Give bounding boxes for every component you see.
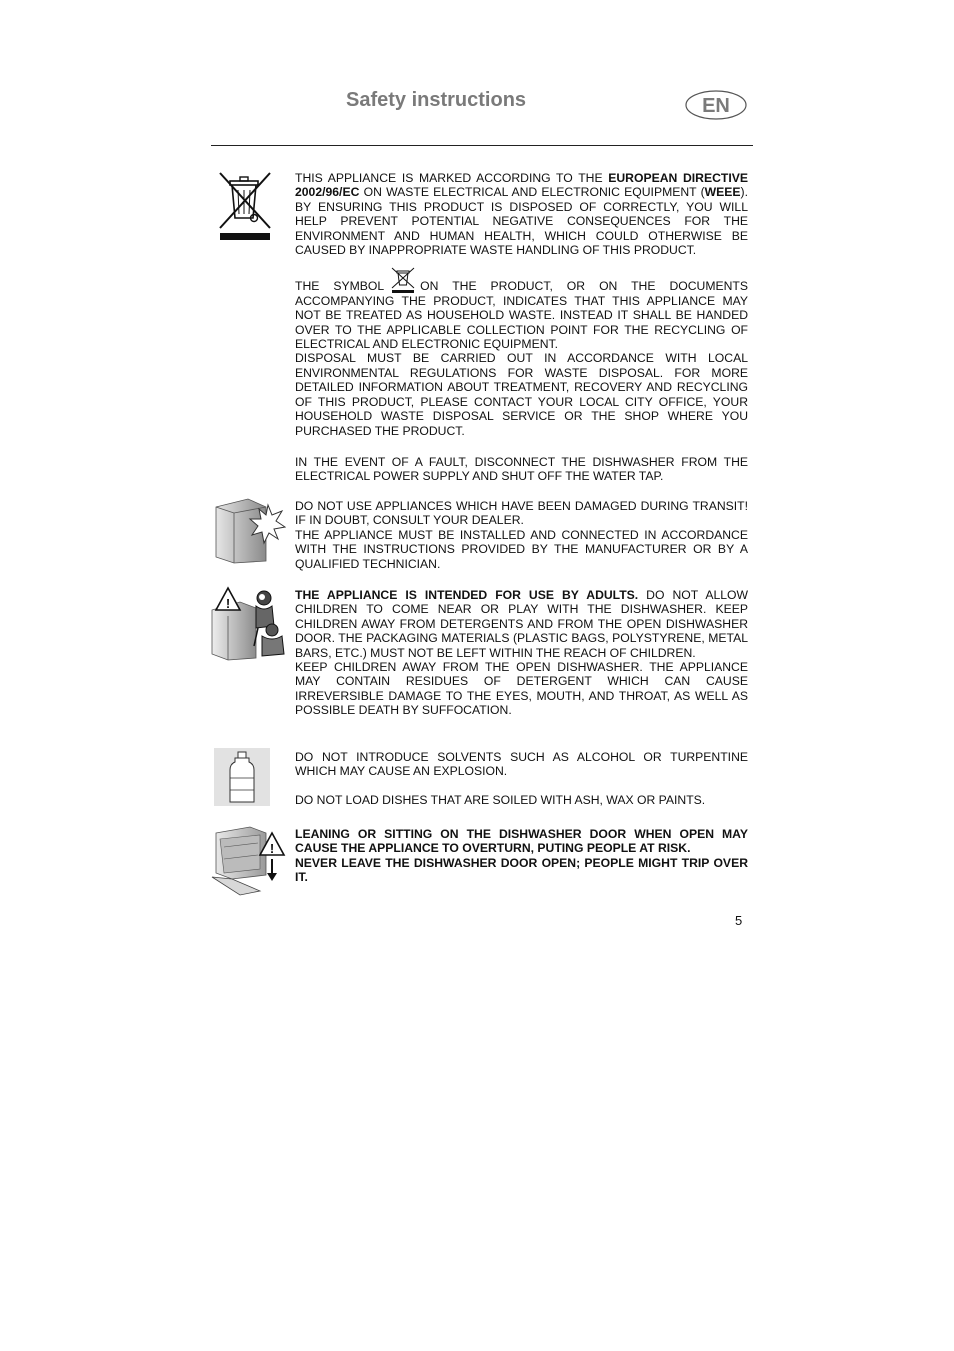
weee-acronym: WEEE bbox=[704, 185, 741, 200]
damaged-appliance-icon bbox=[212, 497, 286, 565]
adults-notice: THE APPLIANCE IS INTENDED FOR USE BY ADULTS. bbox=[295, 588, 639, 602]
door-paragraph-2: NEVER LEAVE THE DISHWASHER DOOR OPEN; PEOPLE MIGHT TRIP OVER IT. bbox=[295, 855, 748, 885]
text: ON WASTE ELECTRICAL AND ELECTRONIC EQUIPMENT ( bbox=[359, 185, 705, 200]
open-door-warning-icon bbox=[210, 825, 286, 897]
text: THE SYMBOL bbox=[295, 279, 385, 294]
weee-paragraph-1 bbox=[295, 171, 748, 257]
text: THIS APPLIANCE IS MARKED ACCORDING TO THE bbox=[295, 171, 609, 185]
solvents-section bbox=[295, 750, 748, 807]
children-paragraph-2: KEEP CHILDREN AWAY FROM THE OPEN DISHWASHER. THE APPLIANCE MAY CONTAIN RESIDUES OF DETERGENT WHICH CAN CAUSE IRREVERSIBLE DAMAGE TO THE EYES, MOUTH, AND THROAT, AS WELL AS POSSIBLE DEATH BY SUFFOCATION. bbox=[295, 660, 748, 718]
children-section bbox=[295, 588, 748, 718]
directive-reference: EUROPEAN DIRECTIVE 2002/96/EC bbox=[295, 171, 748, 200]
text: ). BY ENSURING THIS PRODUCT IS DISPOSED OF CORRECTLY, YOU WILL HELP PREVENT POTENTIAL NEGATIVE CONSEQUENCES FOR THE ENVIRONMENT AND HUMAN HEALTH, WHICH COULD OTHERWISE BE CAUSED BY INAPPROPRIATE WASTE HANDLING OF THIS PRODUCT. bbox=[295, 185, 748, 258]
weee-paragraph-2 bbox=[295, 267, 748, 351]
children-paragraph-1 bbox=[295, 588, 748, 660]
svg-text:!: ! bbox=[269, 841, 275, 856]
page-number: 5 bbox=[735, 913, 743, 928]
transit-section bbox=[295, 499, 748, 571]
svg-text:!: ! bbox=[225, 596, 231, 611]
fault-paragraph: IN THE EVENT OF A FAULT, DISCONNECT THE DISHWASHER FROM THE ELECTRICAL POWER SUPPLY AND SHUT OFF THE WATER TAP. bbox=[295, 454, 748, 484]
language-code: EN bbox=[702, 95, 730, 117]
page-title: Safety instructions bbox=[346, 89, 527, 111]
language-badge bbox=[685, 90, 747, 120]
children-warning-icon bbox=[210, 586, 286, 662]
transit-paragraph-2: THE APPLIANCE MUST BE INSTALLED AND CONNECTED IN ACCORDANCE WITH THE INSTRUCTIONS PROVIDED BY THE MANUFACTURER OR BY A QUALIFIED TECHNICIAN. bbox=[295, 527, 748, 571]
weee-paragraph-3: DISPOSAL MUST BE CARRIED OUT IN ACCORDANCE WITH LOCAL ENVIRONMENTAL REGULATIONS FOR WASTE DISPOSAL. FOR MORE DETAILED INFORMATION ABOUT TREATMENT, RECOVERY AND RECYCLING OF THIS PRODUCT, PLEASE CONTACT YOUR LOCAL CITY OFFICE, YOUR HOUSEHOLD WASTE DISPOSAL SERVICE OR THE SHOP WHERE YOU PURCHASED THE PRODUCT. bbox=[295, 351, 748, 438]
crossed-bin-icon bbox=[216, 170, 274, 242]
small-crossed-bin-icon bbox=[390, 267, 416, 293]
text: DO NOT ALLOW CHILDREN TO COME NEAR OR PLAY WITH THE DISHWASHER. KEEP CHILDREN AWAY FROM DETERGENTS AND FROM THE OPEN DISHWASHER DOOR. THE PACKAGING MATERIALS (PLASTIC BAGS, POLYSTYRENE, METAL BARS, ETC.) MUST NOT BE LEFT WITHIN THE REACH OF CHILDREN. bbox=[295, 588, 748, 660]
text: ON THE PRODUCT, OR ON THE DOCUMENTS ACCOMPANYING THE PRODUCT, INDICATES THAT THIS APPLIANCE MAY NOT BE TREATED AS HOUSEHOLD WASTE. INSTEAD IT SHALL BE HANDED OVER TO THE APPLICABLE COLLECTION POINT FOR THE RECYCLING OF ELECTRICAL AND ELECTRONIC EQUIPMENT. bbox=[295, 279, 748, 352]
solvents-paragraph-2: DO NOT LOAD DISHES THAT ARE SOILED WITH ASH, WAX OR PAINTS. bbox=[295, 792, 706, 807]
weee-section bbox=[295, 171, 748, 484]
solvents-paragraph-1: DO NOT INTRODUCE SOLVENTS SUCH AS ALCOHOL OR TURPENTINE WHICH MAY CAUSE AN EXPLOSION. bbox=[295, 750, 748, 779]
header-divider bbox=[211, 145, 753, 146]
door-paragraph-1: LEANING OR SITTING ON THE DISHWASHER DOOR WHEN OPEN MAY CAUSE THE APPLIANCE TO OVERTURN, PUTING PEOPLE AT RISK. bbox=[295, 827, 748, 856]
door-section bbox=[295, 827, 748, 885]
solvent-bottle-icon bbox=[214, 748, 270, 806]
transit-paragraph-1: DO NOT USE APPLIANCES WHICH HAVE BEEN DAMAGED DURING TRANSIT! IF IN DOUBT, CONSULT YOUR DEALER. bbox=[295, 499, 748, 528]
